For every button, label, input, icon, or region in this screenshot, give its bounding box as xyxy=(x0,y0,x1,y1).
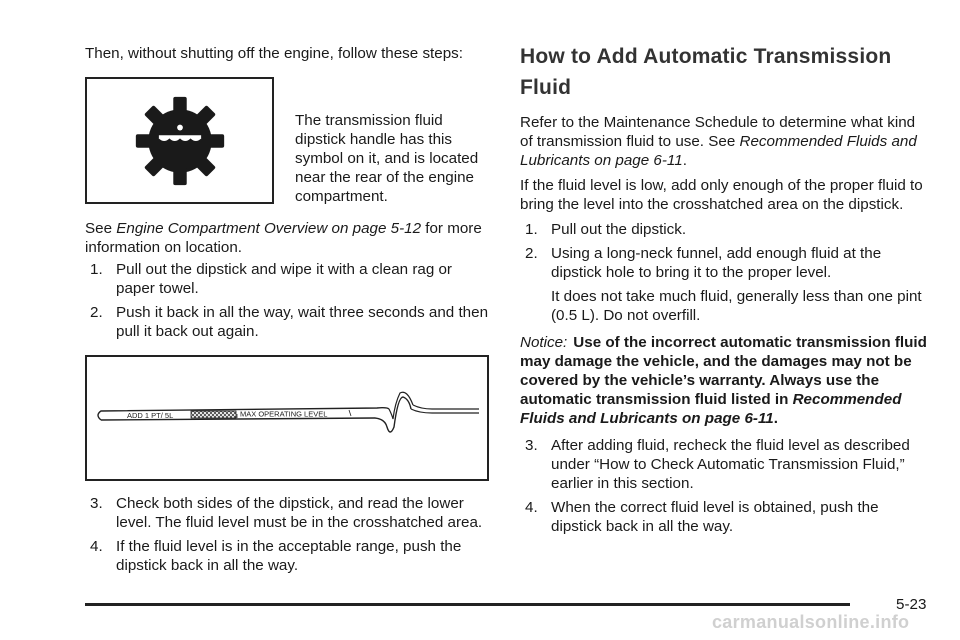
list-item xyxy=(520,436,930,493)
see-prefix: See xyxy=(85,220,113,237)
list-item xyxy=(85,260,495,298)
see-suffix: for more information on location. xyxy=(85,220,482,256)
step-number: 3. xyxy=(90,495,103,512)
check-steps-list-b xyxy=(85,494,495,575)
schedule-end: . xyxy=(682,152,687,169)
dipstick-symbol-caption: The transmission fluid dipstick handle has this symbol on it, and is located near the rear of the engine compartment. xyxy=(295,112,479,205)
step-text: Check both sides of the dipstick, and read the lower level. The fluid level must be in the crosshatched area. xyxy=(116,495,483,531)
dipstick-symbol-figure xyxy=(85,77,495,207)
dipstick-diagram xyxy=(87,357,487,479)
step-text: Using a long-neck funnel, add enough fluid at the dipstick hole to bring it to the proper level. xyxy=(551,245,882,281)
step-number: 4. xyxy=(525,499,538,516)
intro-text: Then, without shutting off the engine, follow these steps: xyxy=(85,45,463,62)
notice-text: Use of the incorrect automatic transmission fluid may damage the vehicle, and the damages may not be covered by the vehicle’s warranty. Always use the automatic transmission fluid listed in xyxy=(520,334,927,408)
step-text: Push it back in all the way, wait three seconds and then pull it back out again. xyxy=(116,304,489,340)
list-item xyxy=(85,537,495,575)
dipstick-max-label: MAX OPERATING LEVEL xyxy=(240,409,328,419)
step-text: Pull out the dipstick and wipe it with a clean rag or paper towel. xyxy=(116,261,452,297)
list-item xyxy=(520,244,930,282)
schedule-paragraph xyxy=(520,113,930,170)
transmission-fluid-gear-icon xyxy=(132,93,228,189)
step-text: After adding fluid, recheck the fluid level as described under “How to Check Automatic Transmission Fluid,” earlier in this section. xyxy=(551,437,910,492)
left-column xyxy=(85,44,495,580)
step-number: 3. xyxy=(525,437,538,454)
engine-compartment-reference: Engine Compartment Overview on page 5-12 xyxy=(116,220,422,237)
low-level-paragraph: If the fluid level is low, add only enough of the proper fluid to bring the level into the crosshatched area on the dipstick. xyxy=(520,177,923,213)
footer-rule xyxy=(85,603,850,606)
notice-end: . xyxy=(773,410,778,427)
step-number: 1. xyxy=(90,261,103,278)
dipstick-symbol-frame xyxy=(85,77,274,204)
step-number: 2. xyxy=(90,304,103,321)
crosshatched-area xyxy=(191,411,236,418)
list-item xyxy=(85,494,495,532)
overfill-note: It does not take much fluid, generally less than one pint (0.5 L). Do not overfill. xyxy=(551,288,922,324)
step-text: If the fluid level is in the acceptable range, push the dipstick back in all the way. xyxy=(116,538,462,574)
dipstick-add-label: ADD 1 PT/ 5L xyxy=(127,411,174,420)
add-steps-list-b xyxy=(520,436,930,536)
list-item xyxy=(520,220,930,239)
step-text: Pull out the dipstick. xyxy=(551,221,687,238)
see-reference-paragraph xyxy=(85,219,495,257)
notice-label: Notice: xyxy=(520,334,568,351)
list-item xyxy=(85,303,495,341)
step-number: 4. xyxy=(90,538,103,555)
check-steps-list-a xyxy=(85,260,495,341)
dipstick-illustration xyxy=(85,355,489,481)
page-number: 5-23 xyxy=(896,596,927,613)
add-steps-list-a xyxy=(520,220,930,282)
notice-paragraph xyxy=(520,333,930,428)
right-column xyxy=(520,44,930,541)
fluids-reference: Recommended Fluids and Lubricants on page 6-11 xyxy=(520,133,917,169)
watermark: carmanualsonline.info xyxy=(712,612,910,632)
step-text: When the correct fluid level is obtained, push the dipstick back in all the way. xyxy=(551,499,879,535)
section-heading: How to Add Automatic Transmission Fluid xyxy=(520,45,892,99)
notice-fluids-reference: Recommended Fluids and Lubricants on page 6-11 xyxy=(520,391,902,427)
step-number: 2. xyxy=(525,245,538,262)
schedule-text: Refer to the Maintenance Schedule to determine what kind of transmission fluid to use. See xyxy=(520,114,916,150)
step-number: 1. xyxy=(525,221,538,238)
list-item xyxy=(520,498,930,536)
